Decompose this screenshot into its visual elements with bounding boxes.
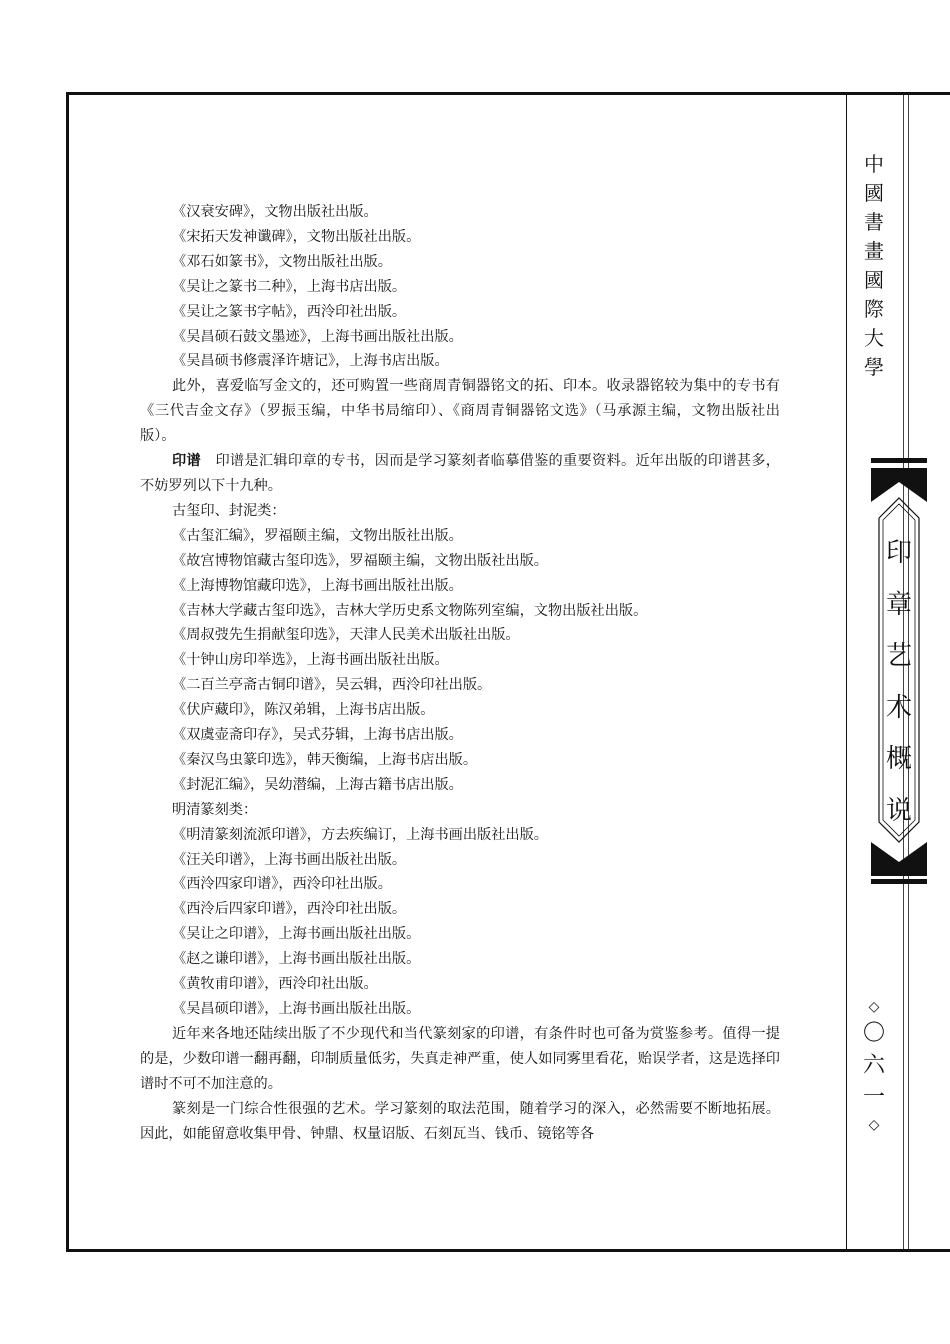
list-item: 《故宫博物馆藏古玺印选》，罗福颐主编，文物出版社出版。 xyxy=(172,552,548,569)
list-item: 《上海博物馆藏印选》，上海书画出版社出版。 xyxy=(172,577,463,594)
diamond-ornament: ◇ xyxy=(868,999,880,1015)
section-char: 艺 xyxy=(885,641,912,671)
list-item: 《吴让之篆书字帖》，西泠印社出版。 xyxy=(172,303,407,320)
section-cap-bottom xyxy=(871,842,927,876)
list-item: 《宋拓天发神谶碑》，文物出版社出版。 xyxy=(172,228,421,245)
main-text xyxy=(140,200,780,1146)
list-item: 《封泥汇编》，吴幼潜编，上海古籍书店出版。 xyxy=(172,776,463,793)
university-char: 畫 xyxy=(864,239,884,263)
section-bar-bottom xyxy=(871,879,927,884)
section-char: 印 xyxy=(885,538,912,568)
list-item: 《汉衰安碑》，文物出版社出版。 xyxy=(172,204,378,220)
section-bar-top xyxy=(871,458,927,463)
university-char: 學 xyxy=(864,355,884,379)
list-item: 《古玺汇编》，罗福颐主编，文物出版社出版。 xyxy=(172,527,463,544)
page-number-char: 六 xyxy=(862,1053,885,1078)
list-item: 《十钟山房印举选》，上海书画出版社出版。 xyxy=(172,652,449,669)
category-heading: 古玺印、封泥类： xyxy=(172,502,286,519)
page-number-char: 一 xyxy=(862,1085,885,1110)
section-char: 术 xyxy=(885,692,912,723)
list-item: 《明清篆刻流派印谱》，方去疾编订，上海书画出版社出版。 xyxy=(172,826,548,843)
list-item: 《吴让之印谱》，上海书画出版社出版。 xyxy=(172,926,421,943)
university-char: 大 xyxy=(864,326,884,350)
paragraph-yinpu xyxy=(140,449,780,499)
list-item: 《吴昌硕石鼓文墨迹》，上海书画出版社出版。 xyxy=(172,328,463,345)
university-char: 際 xyxy=(864,297,884,321)
university-char: 中 xyxy=(864,152,884,176)
university-title xyxy=(858,150,890,382)
list-item: 《双虞壶斋印存》，吴式芬辑，上海书店出版。 xyxy=(172,727,463,744)
paragraph-bronze: 此外，喜爱临写金文的，还可购置一些商周青铜器铭文的拓、印本。收录器铭较为集中的专书有《三代吉金文存》（罗振玉编，中华书局缩印）、《商周青铜器铭文选》（马承源主编，文物出版社出版）。 xyxy=(140,378,780,445)
list-item: 《吉林大学藏古玺印选》，吉林大学历史系文物陈列室编，文物出版社出版。 xyxy=(172,602,648,619)
list-item: 《西泠四家印谱》，西泠印社出版。 xyxy=(172,876,392,893)
list-item: 《邓石如篆书》，文物出版社出版。 xyxy=(172,253,392,270)
list-item: 《吴昌硕书修震泽许塘记》，上海书店出版。 xyxy=(172,353,449,370)
university-char: 國 xyxy=(864,181,884,205)
list-item: 《赵之谦印谱》，上海书画出版社出版。 xyxy=(172,951,421,968)
university-char: 書 xyxy=(864,210,884,234)
page-number xyxy=(858,996,890,1136)
section-title xyxy=(873,528,925,837)
list-item: 《黄牧甫印谱》，西泠印社出版。 xyxy=(172,976,378,993)
list-item: 《周叔弢先生捐献玺印选》，天津人民美术出版社出版。 xyxy=(172,627,520,644)
paragraph-yinpu-text: 印谱是汇辑印章的专书，因而是学习篆刻者临摹借鉴的重要资料。近年出版的印谱甚多，不妨罗列以下十九种。 xyxy=(140,453,780,494)
list-item: 《吴让之篆书二种》，上海书店出版。 xyxy=(172,278,407,295)
margin-rule xyxy=(846,95,847,1249)
page-number-char: 〇 xyxy=(862,1021,885,1046)
list-item: 《伏庐藏印》，陈汉弟辑，上海书店出版。 xyxy=(172,702,435,719)
term-yinpu: 印谱 xyxy=(172,453,201,470)
list-item: 《二百兰亭斋古铜印谱》，吴云辑，西泠印社出版。 xyxy=(172,677,492,694)
list-item: 《秦汉鸟虫篆印选》，韩天衡编，上海书店出版。 xyxy=(172,751,478,768)
section-char: 概 xyxy=(885,744,912,774)
list-item: 《汪关印谱》，上海书画出版社出版。 xyxy=(172,851,407,868)
university-char: 國 xyxy=(864,268,884,292)
section-char: 说 xyxy=(885,795,912,826)
category-heading: 明清篆刻类： xyxy=(172,801,258,818)
paragraph-modern: 近年来各地还陆续出版了不少现代和当代篆刻家的印谱，有条件时也可备为赏鉴参考。值得一提的是，少数印谱一翻再翻，印制质量低劣，失真走神严重，使人如同雾里看花，贻误学者，这是选择印谱时不可不加注意的。 xyxy=(140,1025,780,1092)
paragraph-last: 篆刻是一门综合性很强的艺术。学习篆刻的取法范围，随着学习的深入，必然需要不断地拓展。因此，如能留意收集甲骨、钟鼎、权量诏版、石刻瓦当、钱币、镜铭等各 xyxy=(140,1100,780,1142)
list-item: 《吴昌硕印谱》，上海书画出版社出版。 xyxy=(172,1001,421,1017)
section-char: 章 xyxy=(885,589,912,620)
diamond-ornament: ◇ xyxy=(868,1117,880,1133)
list-item: 《西泠后四家印谱》，西泠印社出版。 xyxy=(172,901,407,918)
